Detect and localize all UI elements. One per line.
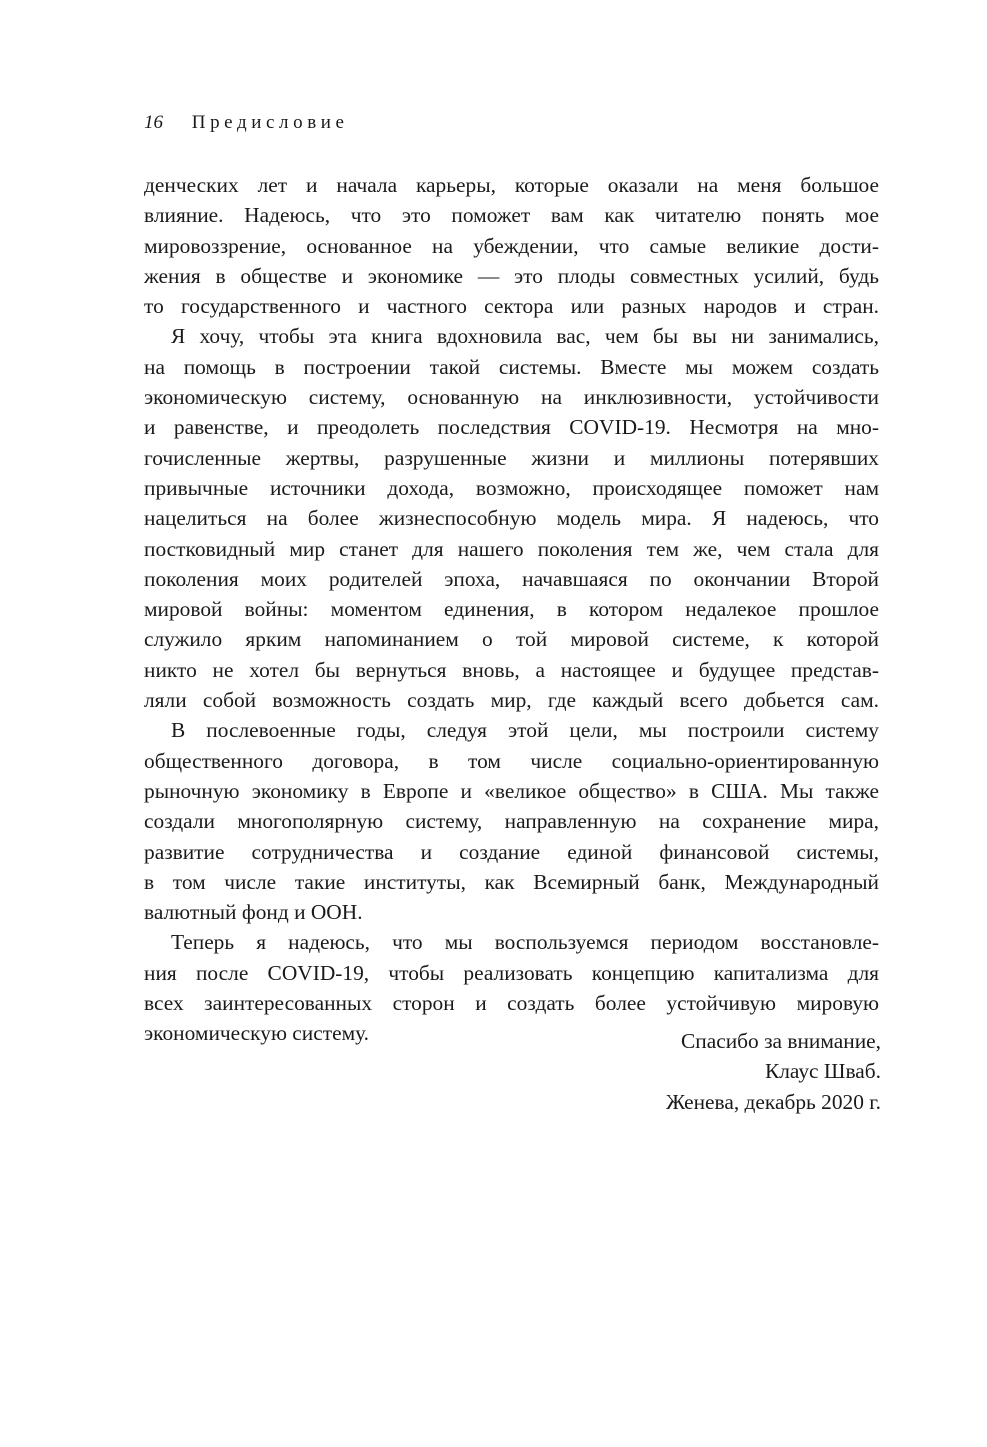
text-line: Теперь я надеюсь, что мы воспользуемся периодом восстановле- <box>171 930 879 955</box>
text-line: служило ярким напоминанием о той мировой системе, к которой <box>144 627 879 652</box>
paragraph-3 <box>144 715 879 927</box>
signature-block <box>666 1026 881 1117</box>
text-line: постковидный мир станет для нашего поколения тем же, чем стала для <box>144 536 879 561</box>
text-line: валютный фонд и ООН. <box>144 900 363 925</box>
text-line: ляли собой возможность создать мир, где каждый всего добьется сам. <box>144 688 879 713</box>
text-line: развитие сотрудничества и создание единой финансовой системы, <box>144 839 879 864</box>
place-date: Женева, декабрь 2020 г. <box>666 1089 881 1114</box>
text-line: всех заинтересованных сторон и создать более устойчивую мировую <box>144 991 879 1016</box>
text-line: то государственного и частного сектора или разных народов и стран. <box>144 294 879 319</box>
running-head <box>144 109 349 137</box>
text-line: Я хочу, чтобы эта книга вдохновила вас, чем бы вы ни занимались, <box>171 324 879 349</box>
text-line: никто не хотел бы вернуться вновь, а настоящее и будущее представ- <box>144 657 879 682</box>
paragraph-2 <box>144 321 879 715</box>
text-line: гочисленные жертвы, разрушенные жизни и миллионы потерявших <box>144 445 879 470</box>
text-line: денческих лет и начала карьеры, которые оказали на меня большое <box>144 173 879 197</box>
text-line: рыночную экономику в Европе и «великое общество» в США. Мы также <box>144 778 879 803</box>
text-line: мировоззрение, основанное на убеждении, что самые великие дости- <box>144 233 879 258</box>
text-line: В послевоенные годы, следуя этой цели, мы построили систему <box>171 718 879 743</box>
text-line: экономическую систему. <box>144 1021 370 1046</box>
closing-line: Спасибо за внимание, <box>681 1029 881 1053</box>
text-line: на помощь в построении такой системы. Вместе мы можем создать <box>144 354 879 379</box>
author-name: Клаус Шваб. <box>764 1059 881 1084</box>
text-line: в том числе такие институты, как Всемирный банк, Международный <box>144 869 879 894</box>
text-line: жения в обществе и экономике — это плоды совместных усилий, будь <box>144 263 879 288</box>
text-line: привычные источники дохода, возможно, происходящее поможет нам <box>144 475 879 500</box>
text-line: поколения моих родителей эпоха, начавшаяся по окончании Второй <box>144 566 879 591</box>
page-number: 16 <box>144 112 163 133</box>
section-title: Предисловие <box>191 112 349 133</box>
paragraph-1 <box>144 170 879 321</box>
text-line: общественного договора, в том числе социально-ориентированную <box>144 748 879 773</box>
text-line: ния после COVID-19, чтобы реализовать концепцию капитализма для <box>144 960 879 985</box>
body-text <box>144 170 879 1049</box>
text-line: и равенстве, и преодолеть последствия COVID-19. Несмотря на мно- <box>144 415 879 440</box>
text-line: экономическую систему, основанную на инклюзивности, устойчивости <box>144 385 879 410</box>
text-line: нацелиться на более жизнеспособную модель мира. Я надеюсь, что <box>144 506 879 531</box>
text-line: создали многополярную систему, направленную на сохранение мира, <box>144 809 879 834</box>
text-line: мировой войны: моментом единения, в котором недалекое прошлое <box>144 597 879 622</box>
text-line: влияние. Надеюсь, что это поможет вам как читателю понять мое <box>144 203 879 228</box>
